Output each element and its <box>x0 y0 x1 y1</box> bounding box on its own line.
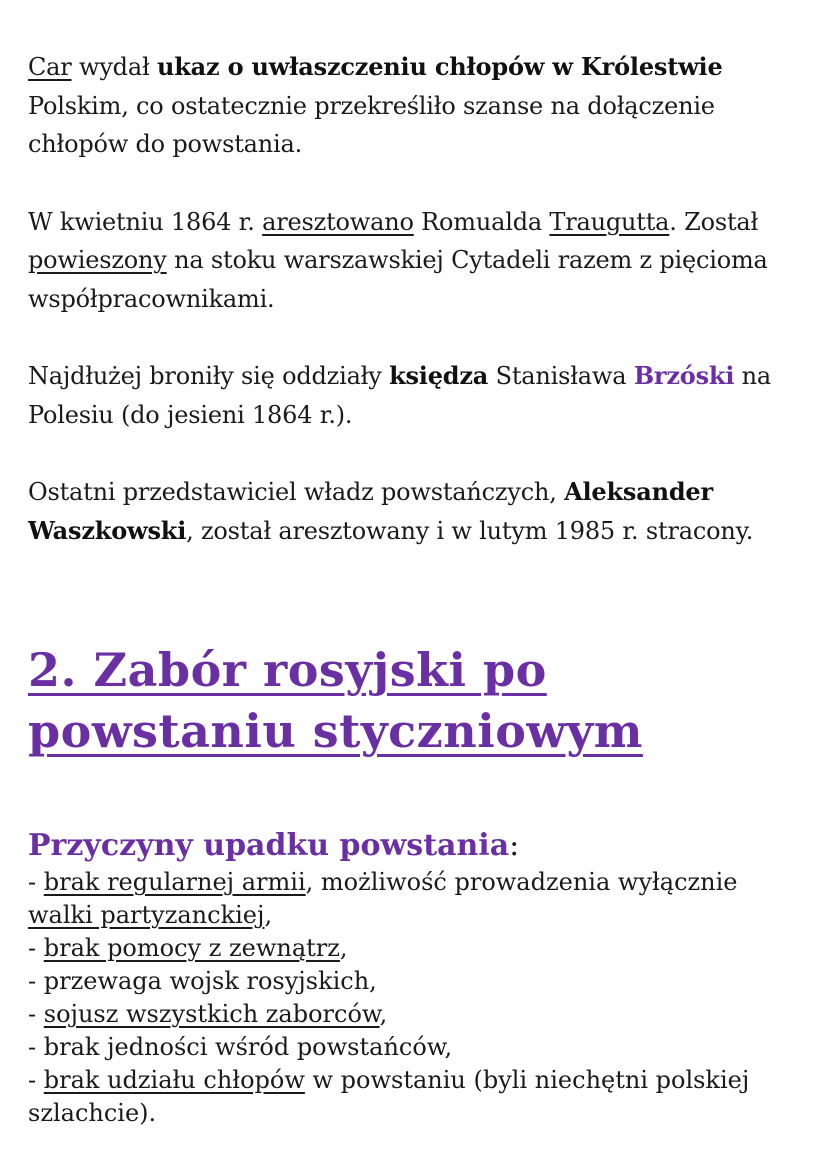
causes-title <box>28 826 808 866</box>
text: wydał <box>71 53 157 81</box>
list-dash: - <box>28 934 44 962</box>
text: brak jedności wśród powstańców, <box>43 1033 453 1061</box>
list-dash: - <box>28 868 44 896</box>
term-underlined: walki partyzanckiej <box>28 901 265 929</box>
term-traugutta: Traugutta <box>549 207 670 236</box>
paragraph-brzoska <box>28 357 808 434</box>
term-powieszony: powieszony <box>28 246 167 274</box>
bold-ksiedza: księdza <box>389 361 489 390</box>
text: na Polesiu (do jesieni 1864 r.). <box>28 362 772 429</box>
list-item <box>28 998 808 1031</box>
name-brzoski: Brzóski <box>633 361 735 390</box>
term-aresztowano: aresztowano <box>262 207 414 236</box>
paragraph-traugutt <box>28 203 808 319</box>
text: przewaga wojsk rosyjskich, <box>43 967 377 995</box>
causes-list <box>28 866 808 1130</box>
text: , możliwość prowadzenia wyłącznie <box>305 868 738 896</box>
text: , <box>264 901 273 929</box>
term-car: Car <box>28 53 72 81</box>
causes-title-text: Przyczyny upadku powstania <box>28 828 510 863</box>
paragraph-uwlaszczenie <box>28 48 808 164</box>
list-dash: - <box>28 967 44 995</box>
list-dash: - <box>28 1000 44 1028</box>
term-underlined: sojusz wszystkich zaborców <box>43 1000 380 1028</box>
term-underlined: brak pomocy z zewnątrz <box>43 934 340 962</box>
section-heading: 2. Zabór rosyjski po powstaniu styczniowym <box>28 643 643 758</box>
text: , został aresztowany i w lutym 1985 r. stracony. <box>186 516 754 545</box>
text: W kwietniu 1864 r. <box>28 207 263 236</box>
causes-section <box>28 826 808 1130</box>
text: na stoku warszawskiej Cytadeli razem z pięcioma współpracownikami. <box>28 246 768 313</box>
list-dash: - <box>28 1066 44 1094</box>
text: . Został <box>669 207 759 236</box>
list-item <box>28 1064 808 1130</box>
paragraph-waszkowski <box>28 473 808 550</box>
text: w powstaniu (byli niechętni polskiej szlachcie). <box>28 1066 750 1127</box>
causes-title-colon: : <box>509 828 520 863</box>
text: Romualda <box>413 207 550 236</box>
bold-ukaz: ukaz o uwłaszczeniu chłopów w Królestwie <box>156 52 723 81</box>
list-item <box>28 1031 808 1064</box>
document-body <box>28 48 808 589</box>
text: Najdłużej broniły się oddziały <box>28 362 390 390</box>
list-dash: - <box>28 1033 44 1061</box>
term-underlined: brak regularnej armii <box>43 868 306 896</box>
bold-waszkowski: Aleksander Waszkowski <box>28 477 713 545</box>
text: Ostatni przedstawiciel władz powstańczych, <box>28 478 565 506</box>
term-underlined: brak udziału chłopów <box>43 1066 305 1094</box>
list-item <box>28 932 808 965</box>
text: Stanisława <box>488 362 634 390</box>
list-item <box>28 866 808 932</box>
text: , <box>379 1000 388 1028</box>
list-item <box>28 965 808 998</box>
text: , <box>339 934 348 962</box>
text: Polskim, co ostatecznie przekreśliło szanse na dołączenie chłopów do powstania. <box>28 91 715 158</box>
